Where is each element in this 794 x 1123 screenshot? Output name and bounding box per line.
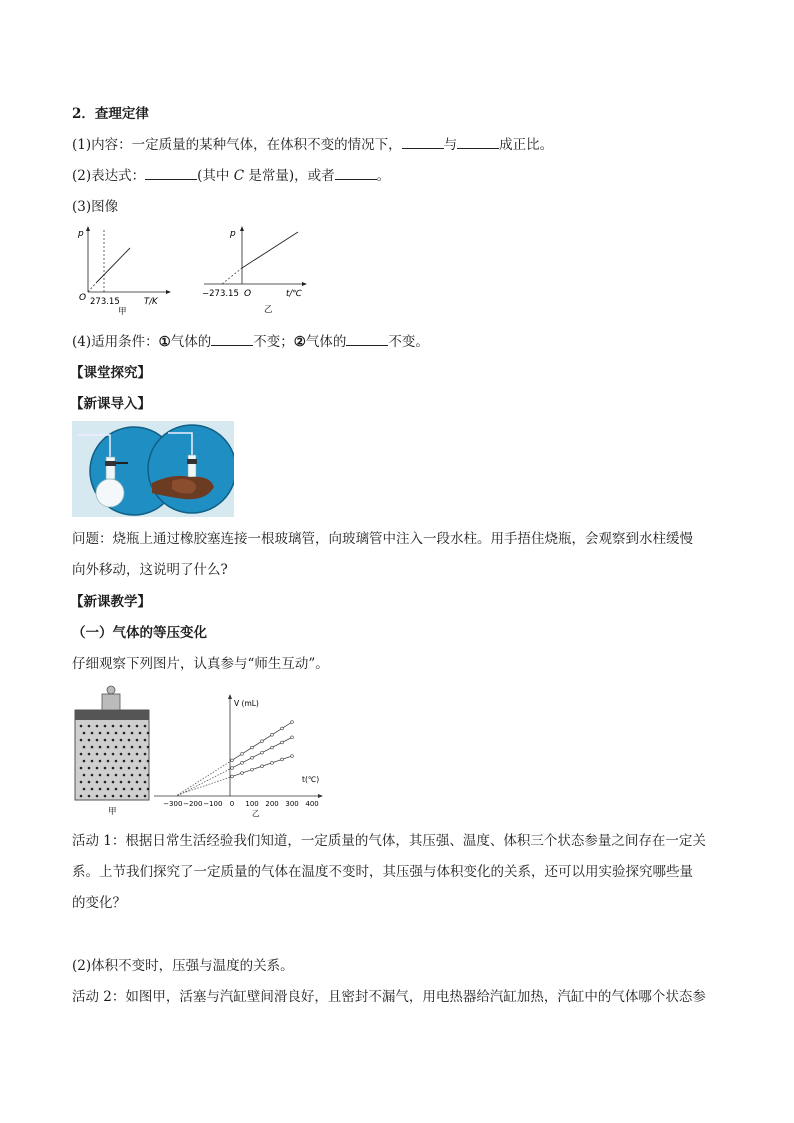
data-point [251, 756, 254, 759]
gas-particle [104, 725, 107, 728]
gas-particle [147, 732, 150, 735]
gas-particle [120, 781, 123, 784]
content-suffix: 成正比。 [499, 137, 554, 153]
gas-particle [99, 774, 102, 777]
gas-particle [107, 788, 110, 791]
gas-particle [120, 767, 123, 770]
gas-particle [120, 739, 123, 742]
gas-particle [96, 795, 99, 798]
x-axis-label: t(℃) [302, 775, 320, 784]
gas-particle [147, 774, 150, 777]
section-title: 2．查理定律 [72, 106, 149, 122]
expression-mid-a: (其中 [197, 168, 234, 184]
gas-particle [115, 788, 118, 791]
expression-line [72, 167, 390, 185]
question-line-1: 问题：烧瓶上通过橡胶塞连接一根玻璃管，向玻璃管中注入一段水柱。用手捂住烧瓶，会观察到水柱缓慢 [72, 531, 693, 547]
conditions-line [72, 333, 429, 351]
data-point [251, 746, 254, 749]
gas-particle [128, 739, 131, 742]
gas-particle [112, 725, 115, 728]
expression-var: C [233, 168, 245, 184]
observe-text: 仔细观察下列图片，认真参与“师生互动”。 [72, 656, 329, 672]
condition-2-end: 不变。 [388, 334, 429, 350]
gas-particle [112, 739, 115, 742]
condition-1-number: ① [158, 334, 171, 350]
data-point [261, 765, 264, 768]
content-prefix: (1)内容：一定质量的某种气体，在体积不变的情况下， [72, 137, 402, 153]
gas-particle [131, 746, 134, 749]
x-axis-label: T/K [144, 297, 158, 307]
gas-particle [83, 760, 86, 763]
gas-particle [115, 774, 118, 777]
gas-particle [83, 774, 86, 777]
cylinder-caption: 甲 [108, 807, 117, 817]
gas-particle [96, 781, 99, 784]
extrapolation-line [177, 768, 232, 796]
gas-particle [83, 788, 86, 791]
gas-particle [99, 746, 102, 749]
conditions-prefix: (4)适用条件： [72, 334, 159, 350]
heading-explore: 【课堂探究】 [70, 365, 151, 381]
heading-teach: 【新课教学】 [70, 594, 151, 610]
gas-particle [147, 746, 150, 749]
gas-particle [115, 732, 118, 735]
gas-particle [80, 781, 83, 784]
gas-particle [80, 753, 83, 756]
origin-label: O [244, 289, 252, 299]
gas-particle [91, 788, 94, 791]
data-point [271, 746, 274, 749]
extrapolation-line [177, 760, 232, 795]
data-point [251, 768, 254, 771]
gas-particle [123, 746, 126, 749]
gas-particle [104, 753, 107, 756]
gas-particle [80, 725, 83, 728]
flask-illustration [72, 421, 234, 517]
graph-line [242, 232, 298, 268]
y-axis-label: p [230, 229, 236, 239]
activity1-line-1: 活动 1：根据日常生活经验我们知道，一定质量的气体，其压强、温度、体积三个状态参量之间存在一定关 [72, 833, 706, 849]
gas-particle [128, 781, 131, 784]
blank-3 [145, 167, 197, 180]
gas-particle [107, 746, 110, 749]
gas-particle [128, 753, 131, 756]
data-point [231, 775, 234, 778]
gas-particle [136, 767, 139, 770]
gas-particle [91, 774, 94, 777]
activity1-line-3: 的变化？ [72, 895, 126, 911]
gas-particle [107, 774, 110, 777]
gas-particle [144, 739, 147, 742]
gas-particle [96, 725, 99, 728]
gas-particle [144, 795, 147, 798]
data-point [291, 721, 294, 724]
gas-particle [136, 753, 139, 756]
activity1-line-2: 系。上节我们探究了一定质量的气体在温度不变时，其压强与体积变化的关系，还可以用实验探究哪些量 [72, 864, 693, 880]
content-mid: 与 [443, 137, 458, 153]
gas-particle [136, 739, 139, 742]
dashed-extension [222, 268, 242, 284]
gas-particle [99, 760, 102, 763]
graph-caption: 甲 [118, 307, 127, 316]
gas-particle [131, 788, 134, 791]
graph-yi [198, 224, 310, 316]
gas-particle [120, 795, 123, 798]
gas-particle [139, 788, 142, 791]
x-axis-label: t/℃ [286, 289, 302, 299]
gas-particle [88, 725, 91, 728]
blank-4 [335, 167, 377, 180]
x-tick-label: 400 [305, 800, 319, 808]
x-tick-label: 100 [245, 800, 259, 808]
gas-particle [115, 746, 118, 749]
heading-intro: 【新课导入】 [70, 396, 151, 412]
chart-caption: 乙 [252, 809, 260, 818]
gas-particle [139, 774, 142, 777]
origin-label: O [79, 293, 87, 303]
gas-particle [99, 788, 102, 791]
expression-prefix: (2)表达式： [72, 168, 146, 184]
gas-particle [131, 760, 134, 763]
blank-5 [211, 333, 253, 346]
gas-particle [96, 767, 99, 770]
gas-particle [96, 739, 99, 742]
data-point [291, 736, 294, 739]
data-point [241, 753, 244, 756]
gas-particle [80, 739, 83, 742]
gas-particle [91, 760, 94, 763]
graph-jia [74, 224, 174, 316]
gas-particle [139, 732, 142, 735]
gas-particle [112, 767, 115, 770]
gas-particle [147, 788, 150, 791]
data-point [291, 755, 294, 758]
y-axis-label: V (mL) [234, 699, 259, 708]
data-point [261, 751, 264, 754]
gas-particle [136, 781, 139, 784]
content-line [72, 136, 553, 154]
gas-particle [99, 732, 102, 735]
gas-particle [131, 774, 134, 777]
y-axis-label: p [78, 229, 84, 239]
data-point [231, 767, 234, 770]
gas-particle [128, 725, 131, 728]
graph-caption: 乙 [264, 305, 273, 315]
gas-particle [123, 732, 126, 735]
gas-particle [96, 753, 99, 756]
gas-particle [144, 753, 147, 756]
gas-particle [128, 767, 131, 770]
data-point [271, 733, 274, 736]
gas-particle [104, 795, 107, 798]
gas-particle [104, 767, 107, 770]
gas-particle [88, 795, 91, 798]
gas-particle [107, 760, 110, 763]
gas-particle [144, 781, 147, 784]
x-tick-label: 200 [265, 800, 279, 808]
data-point [281, 758, 284, 761]
gas-particle [147, 760, 150, 763]
x-tick-label: 0 [229, 800, 235, 808]
graph-label: (3)图像 [72, 199, 119, 215]
gas-particle [88, 739, 91, 742]
gas-particle [88, 767, 91, 770]
x-tick-label: −200 [183, 800, 203, 808]
condition-2-number: ② [293, 334, 306, 350]
gas-particle [112, 753, 115, 756]
expression-mid-b: 是常量)，或者 [244, 168, 335, 184]
cylinder-figure [70, 684, 154, 820]
weight [102, 694, 120, 710]
gas-particle [104, 781, 107, 784]
x-tick-label: −100 [203, 800, 223, 808]
data-point [281, 727, 284, 730]
gas-particle [91, 732, 94, 735]
gas-particle [139, 746, 142, 749]
gas-particle [91, 746, 94, 749]
gas-particle [123, 788, 126, 791]
data-point [241, 772, 244, 775]
flask-bulb [96, 479, 124, 507]
gas-particle [144, 767, 147, 770]
gas-particle [120, 725, 123, 728]
question-line-2: 向外移动，这说明了什么? [72, 562, 228, 578]
data-point [231, 759, 234, 762]
x-tick-label: −300 [163, 800, 183, 808]
data-point [271, 761, 274, 764]
graph-line [96, 248, 130, 283]
blank-6 [346, 333, 388, 346]
gas-particle [136, 795, 139, 798]
volume-temperature-chart [152, 690, 324, 820]
activity2-line-1: 活动 2：如图甲，活塞与汽缸壁间滑良好，且密封不漏气，用电热器给汽缸加热，汽缸中的气体哪个状态参 [72, 989, 706, 1005]
gas-particle [112, 795, 115, 798]
gas-particle [128, 795, 131, 798]
gas-particle [88, 781, 91, 784]
condition-1-text: 气体的 [170, 334, 212, 350]
x-tick-label: 300 [285, 800, 299, 808]
gas-particle [123, 774, 126, 777]
gas-particle [83, 732, 86, 735]
gas-particle [115, 760, 118, 763]
gas-particle [131, 732, 134, 735]
gas-particle [83, 746, 86, 749]
blank-1 [402, 136, 444, 149]
extrapolation-line [177, 776, 232, 795]
gas-particle [88, 753, 91, 756]
data-point [261, 740, 264, 743]
tick-label: 273.15 [90, 297, 120, 307]
blank-2 [457, 136, 499, 149]
gas-particle [112, 781, 115, 784]
data-point [241, 761, 244, 764]
data-point [281, 741, 284, 744]
part2-line: (2)体积不变时，压强与温度的关系。 [72, 958, 294, 974]
piston [75, 710, 149, 720]
gas-particle [80, 767, 83, 770]
gas-particle [107, 732, 110, 735]
gas-particle [123, 760, 126, 763]
gas-particle [144, 725, 147, 728]
condition-1-end: 不变； [253, 334, 294, 350]
condition-2-text: 气体的 [305, 334, 347, 350]
gas-particle [104, 739, 107, 742]
subheading-isobaric: （一）气体的等压变化 [72, 625, 207, 641]
gas-particle [80, 795, 83, 798]
gas-particle [139, 760, 142, 763]
gas-particle [136, 725, 139, 728]
tick-label: −273.15 [202, 289, 239, 299]
expression-suffix: 。 [376, 168, 391, 184]
gas-particle [120, 753, 123, 756]
